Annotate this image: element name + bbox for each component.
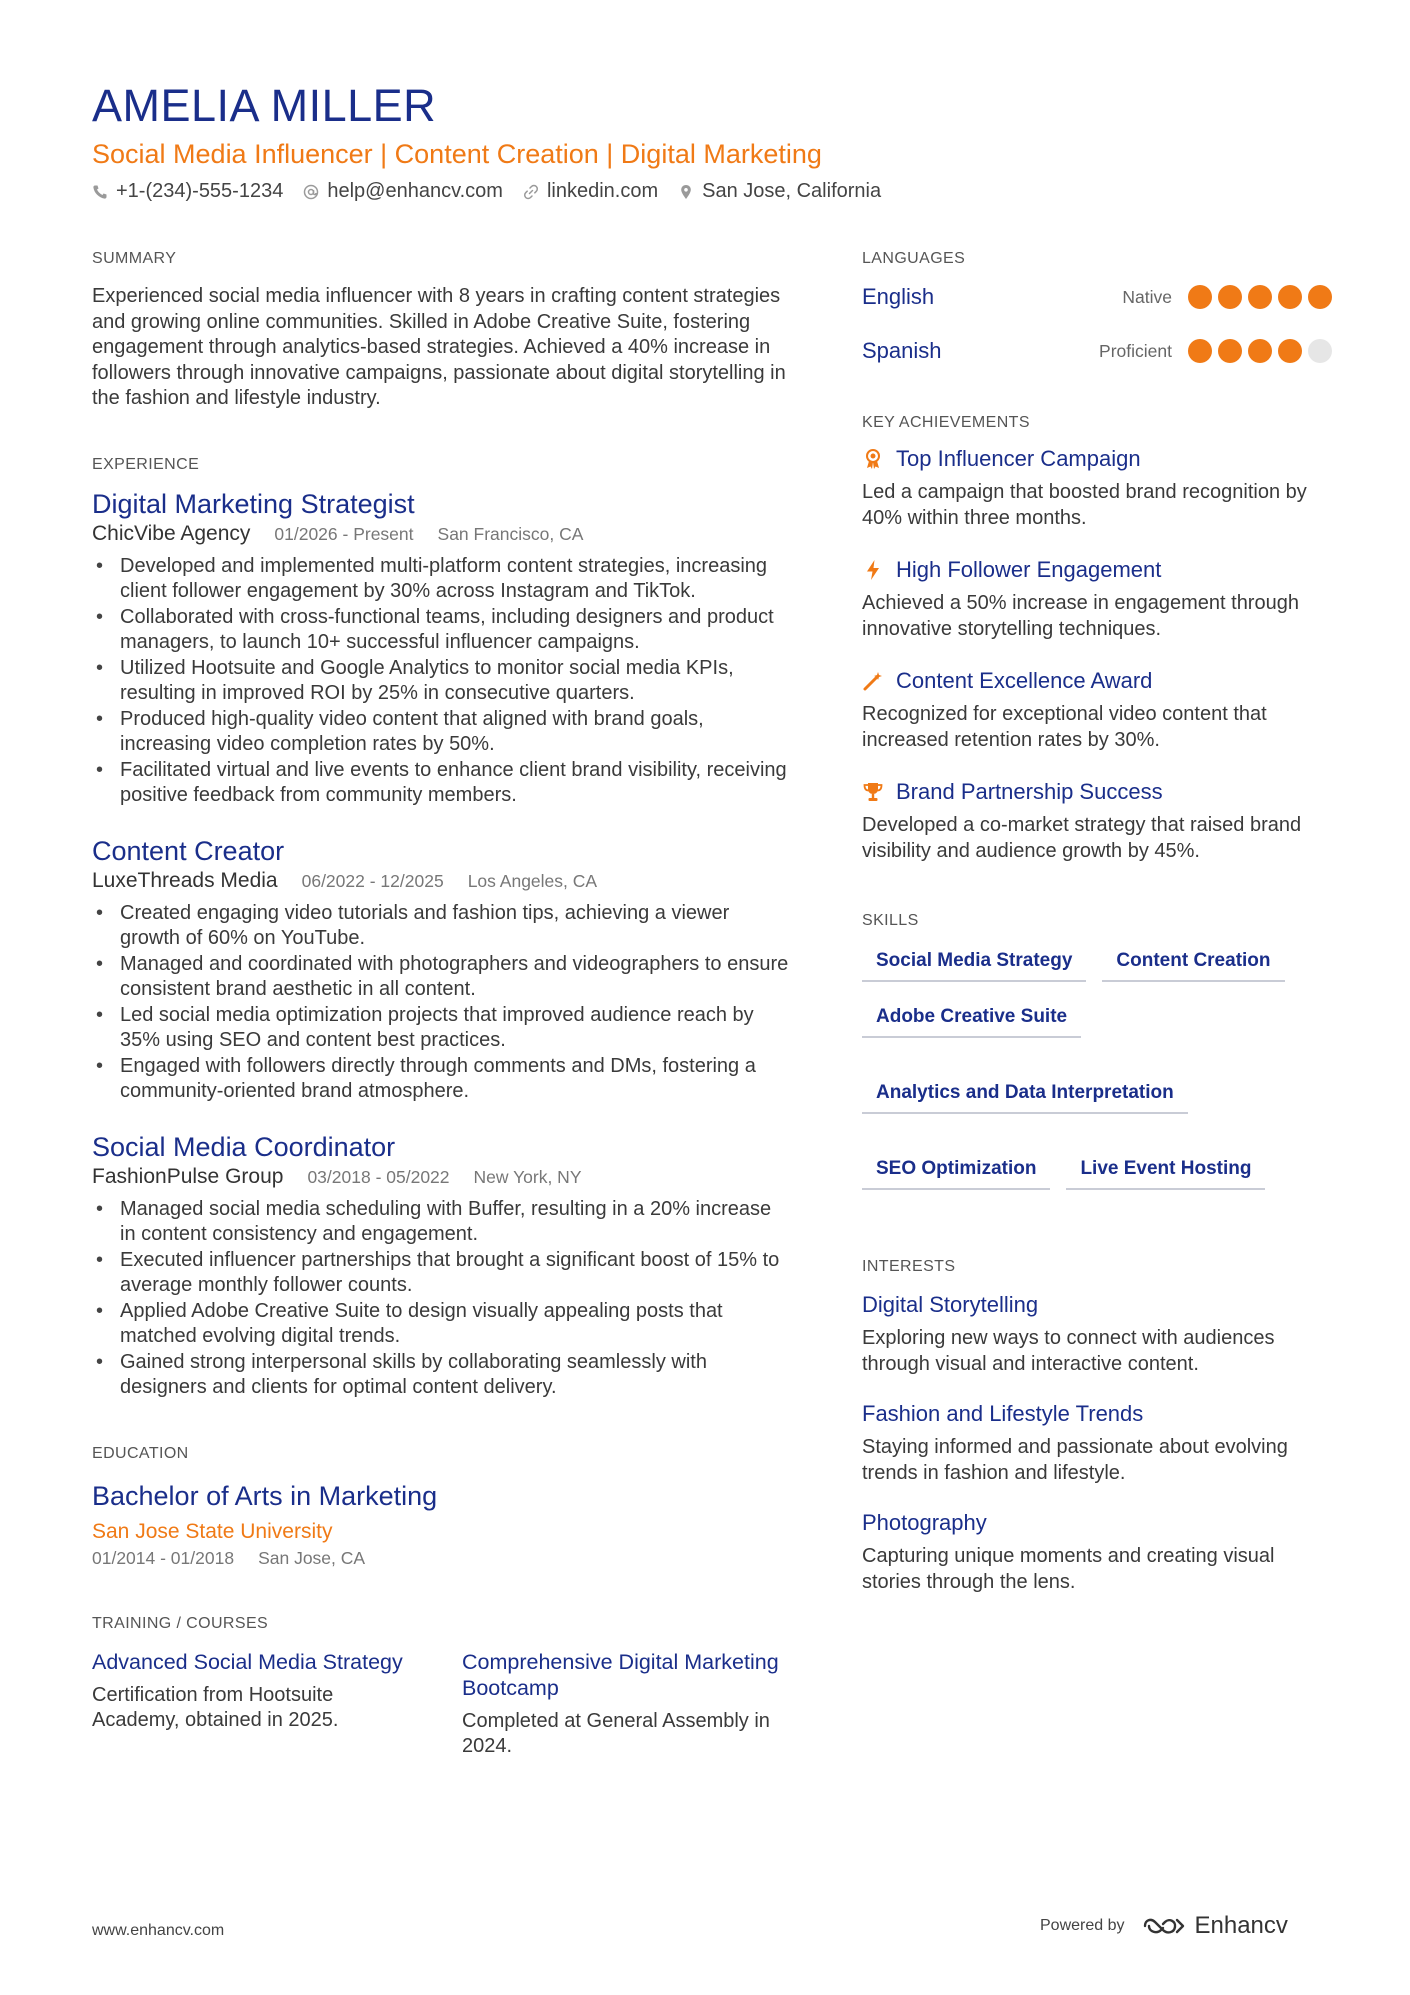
interest-item: [862, 1401, 1332, 1486]
skill-tag: Analytics and Data Interpretation: [862, 1078, 1188, 1114]
interest-item: [862, 1510, 1332, 1595]
interest-title: Digital Storytelling: [862, 1292, 1039, 1317]
job-bullet: • Collaborated with cross-functional teams, including designers and product managers, to launch 10+ successful influencer campaigns.: [92, 605, 792, 656]
course-list: [92, 1649, 792, 1760]
achievement-description: Led a campaign that boosted brand recognition by 40% within three months.: [862, 481, 1307, 529]
lightning-icon: [862, 559, 884, 581]
phone-text[interactable]: +1-(234)-555-1234: [116, 180, 284, 202]
course-item: [462, 1649, 792, 1760]
footer-branding: [1040, 1912, 1288, 1940]
achievement-description: Developed a co-market strategy that raised brand visibility and audience growth by 45%.: [862, 814, 1302, 862]
achievement-item: [862, 446, 1332, 531]
achievement-title: Content Excellence Award: [896, 668, 1153, 693]
job-bullet: • Produced high-quality video content that aligned with brand goals, increasing video completion rates by 50%.: [92, 707, 792, 758]
achievement-header: [862, 779, 1332, 805]
language-level: Native: [1122, 286, 1172, 307]
language-level: Proficient: [1099, 340, 1172, 361]
education-location: San Jose, CA: [258, 1547, 366, 1568]
education-dates: 01/2014 - 01/2018: [92, 1547, 235, 1568]
language-item: [862, 336, 1332, 366]
job-entry: [92, 1131, 792, 1401]
company-name: FashionPulse Group: [92, 1164, 284, 1188]
summary-text: Experienced social media influencer with 8 years in crafting content strategies and growing online communities. Skilled in Adobe Creative Suite, fostering engagement through analytics-based strategies. Achieved a 40% increase in followers through innovative campaigns, passionate about digital storytelling in the fashion and lifestyle industry.: [92, 285, 786, 409]
job-meta: [92, 1165, 792, 1189]
job-bullet: • Engaged with followers directly through comments and DMs, fostering a community-oriented brand atmosphere.: [92, 1054, 792, 1105]
job-bullet: • Executed influencer partnerships that brought a significant boost of 15% to average monthly follower counts.: [92, 1248, 792, 1299]
course-title: Advanced Social Media Strategy: [92, 1649, 403, 1674]
job-title: Content Creator: [92, 835, 285, 866]
job-entry: [92, 835, 792, 1105]
job-bullet: • Utilized Hootsuite and Google Analytics to monitor social media KPIs, resulting in improved ROI by 25% in consecutive quarters.: [92, 656, 792, 707]
contact-linkedin: [523, 180, 658, 203]
job-bullet: • Applied Adobe Creative Suite to design visually appealing posts that matched evolving digital trends.: [92, 1299, 792, 1350]
company-name: LuxeThreads Media: [92, 868, 278, 892]
rating-dot-filled: [1278, 285, 1302, 309]
job-meta: [92, 522, 792, 546]
achievement-description: Achieved a 50% increase in engagement through innovative storytelling techniques.: [862, 592, 1299, 640]
job-bullet: • Facilitated virtual and live events to enhance client brand visibility, receiving positive feedback from community members.: [92, 758, 792, 809]
brand-logo[interactable]: [1141, 1912, 1288, 1940]
interest-description: Exploring new ways to connect with audiences through visual and interactive content.: [862, 1327, 1275, 1375]
at-icon: [303, 184, 319, 200]
achievement-description: Recognized for exceptional video content that increased retention rates by 30%.: [862, 703, 1267, 751]
skill-tag: Adobe Creative Suite: [862, 1002, 1081, 1038]
course-title: Comprehensive Digital Marketing Bootcamp: [462, 1649, 779, 1700]
language-rating: [1188, 339, 1332, 363]
job-location: New York, NY: [473, 1166, 582, 1187]
job-bullet: • Developed and implemented multi-platform content strategies, increasing client follower engagement by 30% across Instagram and TikTok.: [92, 554, 792, 605]
course-description: Completed at General Assembly in 2024.: [462, 1709, 770, 1757]
company-name: ChicVibe Agency: [92, 521, 251, 545]
job-bullets: [92, 554, 792, 809]
achievements-heading: KEY ACHIEVEMENTS: [862, 414, 1030, 431]
interest-description: Capturing unique moments and creating visual stories through the lens.: [862, 1545, 1275, 1593]
degree-title: Bachelor of Arts in Marketing: [92, 1480, 438, 1511]
magic-wand-icon: [862, 670, 884, 692]
skill-tag: Content Creation: [1102, 946, 1284, 982]
rating-dot-filled: [1218, 339, 1242, 363]
achievement-title: High Follower Engagement: [896, 557, 1162, 582]
headline: Social Media Influencer | Content Creation | Digital Marketing: [92, 139, 822, 169]
job-location: Los Angeles, CA: [467, 870, 598, 891]
rating-dot-empty: [1308, 339, 1332, 363]
left-column: [92, 250, 792, 1760]
rating-dot-filled: [1248, 339, 1272, 363]
achievement-header: [862, 557, 1332, 583]
rating-dot-filled: [1248, 285, 1272, 309]
job-meta: [92, 869, 792, 893]
job-title: Digital Marketing Strategist: [92, 488, 415, 519]
interests-heading: INTERESTS: [862, 1258, 956, 1275]
language-name: English: [862, 284, 935, 309]
job-title: Social Media Coordinator: [92, 1131, 396, 1162]
job-bullet: • Managed and coordinated with photographers and videographers to ensure consistent brand aesthetic in all content.: [92, 952, 792, 1003]
linkedin-text[interactable]: linkedin.com: [546, 180, 659, 202]
achievement-item: [862, 668, 1332, 753]
achievement-item: [862, 779, 1332, 864]
rating-dot-filled: [1188, 285, 1212, 309]
school-name: San Jose State University: [92, 1519, 333, 1543]
job-location: San Francisco, CA: [437, 523, 584, 544]
powered-by-label: Powered by: [1040, 1917, 1125, 1934]
rating-dot-filled: [1218, 285, 1242, 309]
contact-bar: [92, 180, 881, 203]
job-dates: 06/2022 - 12/2025: [301, 870, 444, 891]
skill-tag: Live Event Hosting: [1066, 1154, 1265, 1190]
achievement-item: [862, 557, 1332, 642]
phone-icon: [92, 184, 108, 200]
job-bullet: • Created engaging video tutorials and fashion tips, achieving a viewer growth of 60% on YouTube.: [92, 901, 792, 952]
job-bullets: [92, 1197, 792, 1401]
education-meta: [92, 1548, 792, 1569]
enhancv-logo-icon: [1141, 1914, 1187, 1938]
interest-item: [862, 1292, 1332, 1377]
footer-website[interactable]: www.enhancv.com: [92, 1922, 225, 1939]
job-bullet: • Gained strong interpersonal skills by collaborating seamlessly with designers and clients for optimal content delivery.: [92, 1350, 792, 1401]
job-bullet: • Managed social media scheduling with Buffer, resulting in a 20% increase in content consistency and engagement.: [92, 1197, 792, 1248]
skills-heading: SKILLS: [862, 912, 919, 929]
language-rating: [1188, 285, 1332, 309]
rating-dot-filled: [1188, 339, 1212, 363]
rating-dot-filled: [1308, 285, 1332, 309]
candidate-name: AMELIA MILLER: [92, 80, 437, 131]
location-pin-icon: [678, 184, 694, 200]
language-item: [862, 282, 1332, 312]
achievement-title: Top Influencer Campaign: [896, 446, 1141, 471]
email-text[interactable]: help@enhancv.com: [327, 180, 503, 202]
interest-title: Fashion and Lifestyle Trends: [862, 1401, 1144, 1426]
training-heading: TRAINING / COURSES: [92, 1614, 269, 1632]
job-dates: 03/2018 - 05/2022: [307, 1166, 450, 1187]
experience-heading: EXPERIENCE: [92, 455, 200, 473]
course-description: Certification from Hootsuite Academy, obtained in 2025.: [92, 1683, 339, 1731]
education-heading: EDUCATION: [92, 1444, 189, 1462]
interest-description: Staying informed and passionate about evolving trends in fashion and lifestyle.: [862, 1436, 1288, 1484]
skill-tag: Social Media Strategy: [862, 946, 1086, 982]
contact-location: [678, 180, 881, 203]
achievement-header: [862, 668, 1332, 694]
summary-heading: SUMMARY: [92, 250, 177, 267]
rating-dot-filled: [1278, 339, 1302, 363]
job-dates: 01/2026 - Present: [274, 523, 414, 544]
job-entry: [92, 488, 792, 809]
location-text: San Jose, California: [702, 180, 882, 202]
interest-title: Photography: [862, 1510, 987, 1535]
award-icon: [862, 448, 884, 470]
contact-phone: [92, 180, 283, 203]
brand-name: Enhancv: [1194, 1912, 1288, 1939]
language-name: Spanish: [862, 338, 942, 363]
skills-list: [862, 946, 1332, 1190]
course-item: [92, 1649, 422, 1760]
languages-heading: LANGUAGES: [862, 250, 966, 267]
trophy-icon: [862, 781, 884, 803]
contact-email: [303, 180, 503, 203]
job-bullets: [92, 901, 792, 1105]
achievement-header: [862, 446, 1332, 472]
right-column: [862, 250, 1332, 1595]
achievement-title: Brand Partnership Success: [896, 779, 1163, 804]
skill-tag: SEO Optimization: [862, 1154, 1050, 1190]
job-bullet: • Led social media optimization projects that improved audience reach by 35% using SEO and content best practices.: [92, 1003, 792, 1054]
link-icon: [523, 184, 539, 200]
